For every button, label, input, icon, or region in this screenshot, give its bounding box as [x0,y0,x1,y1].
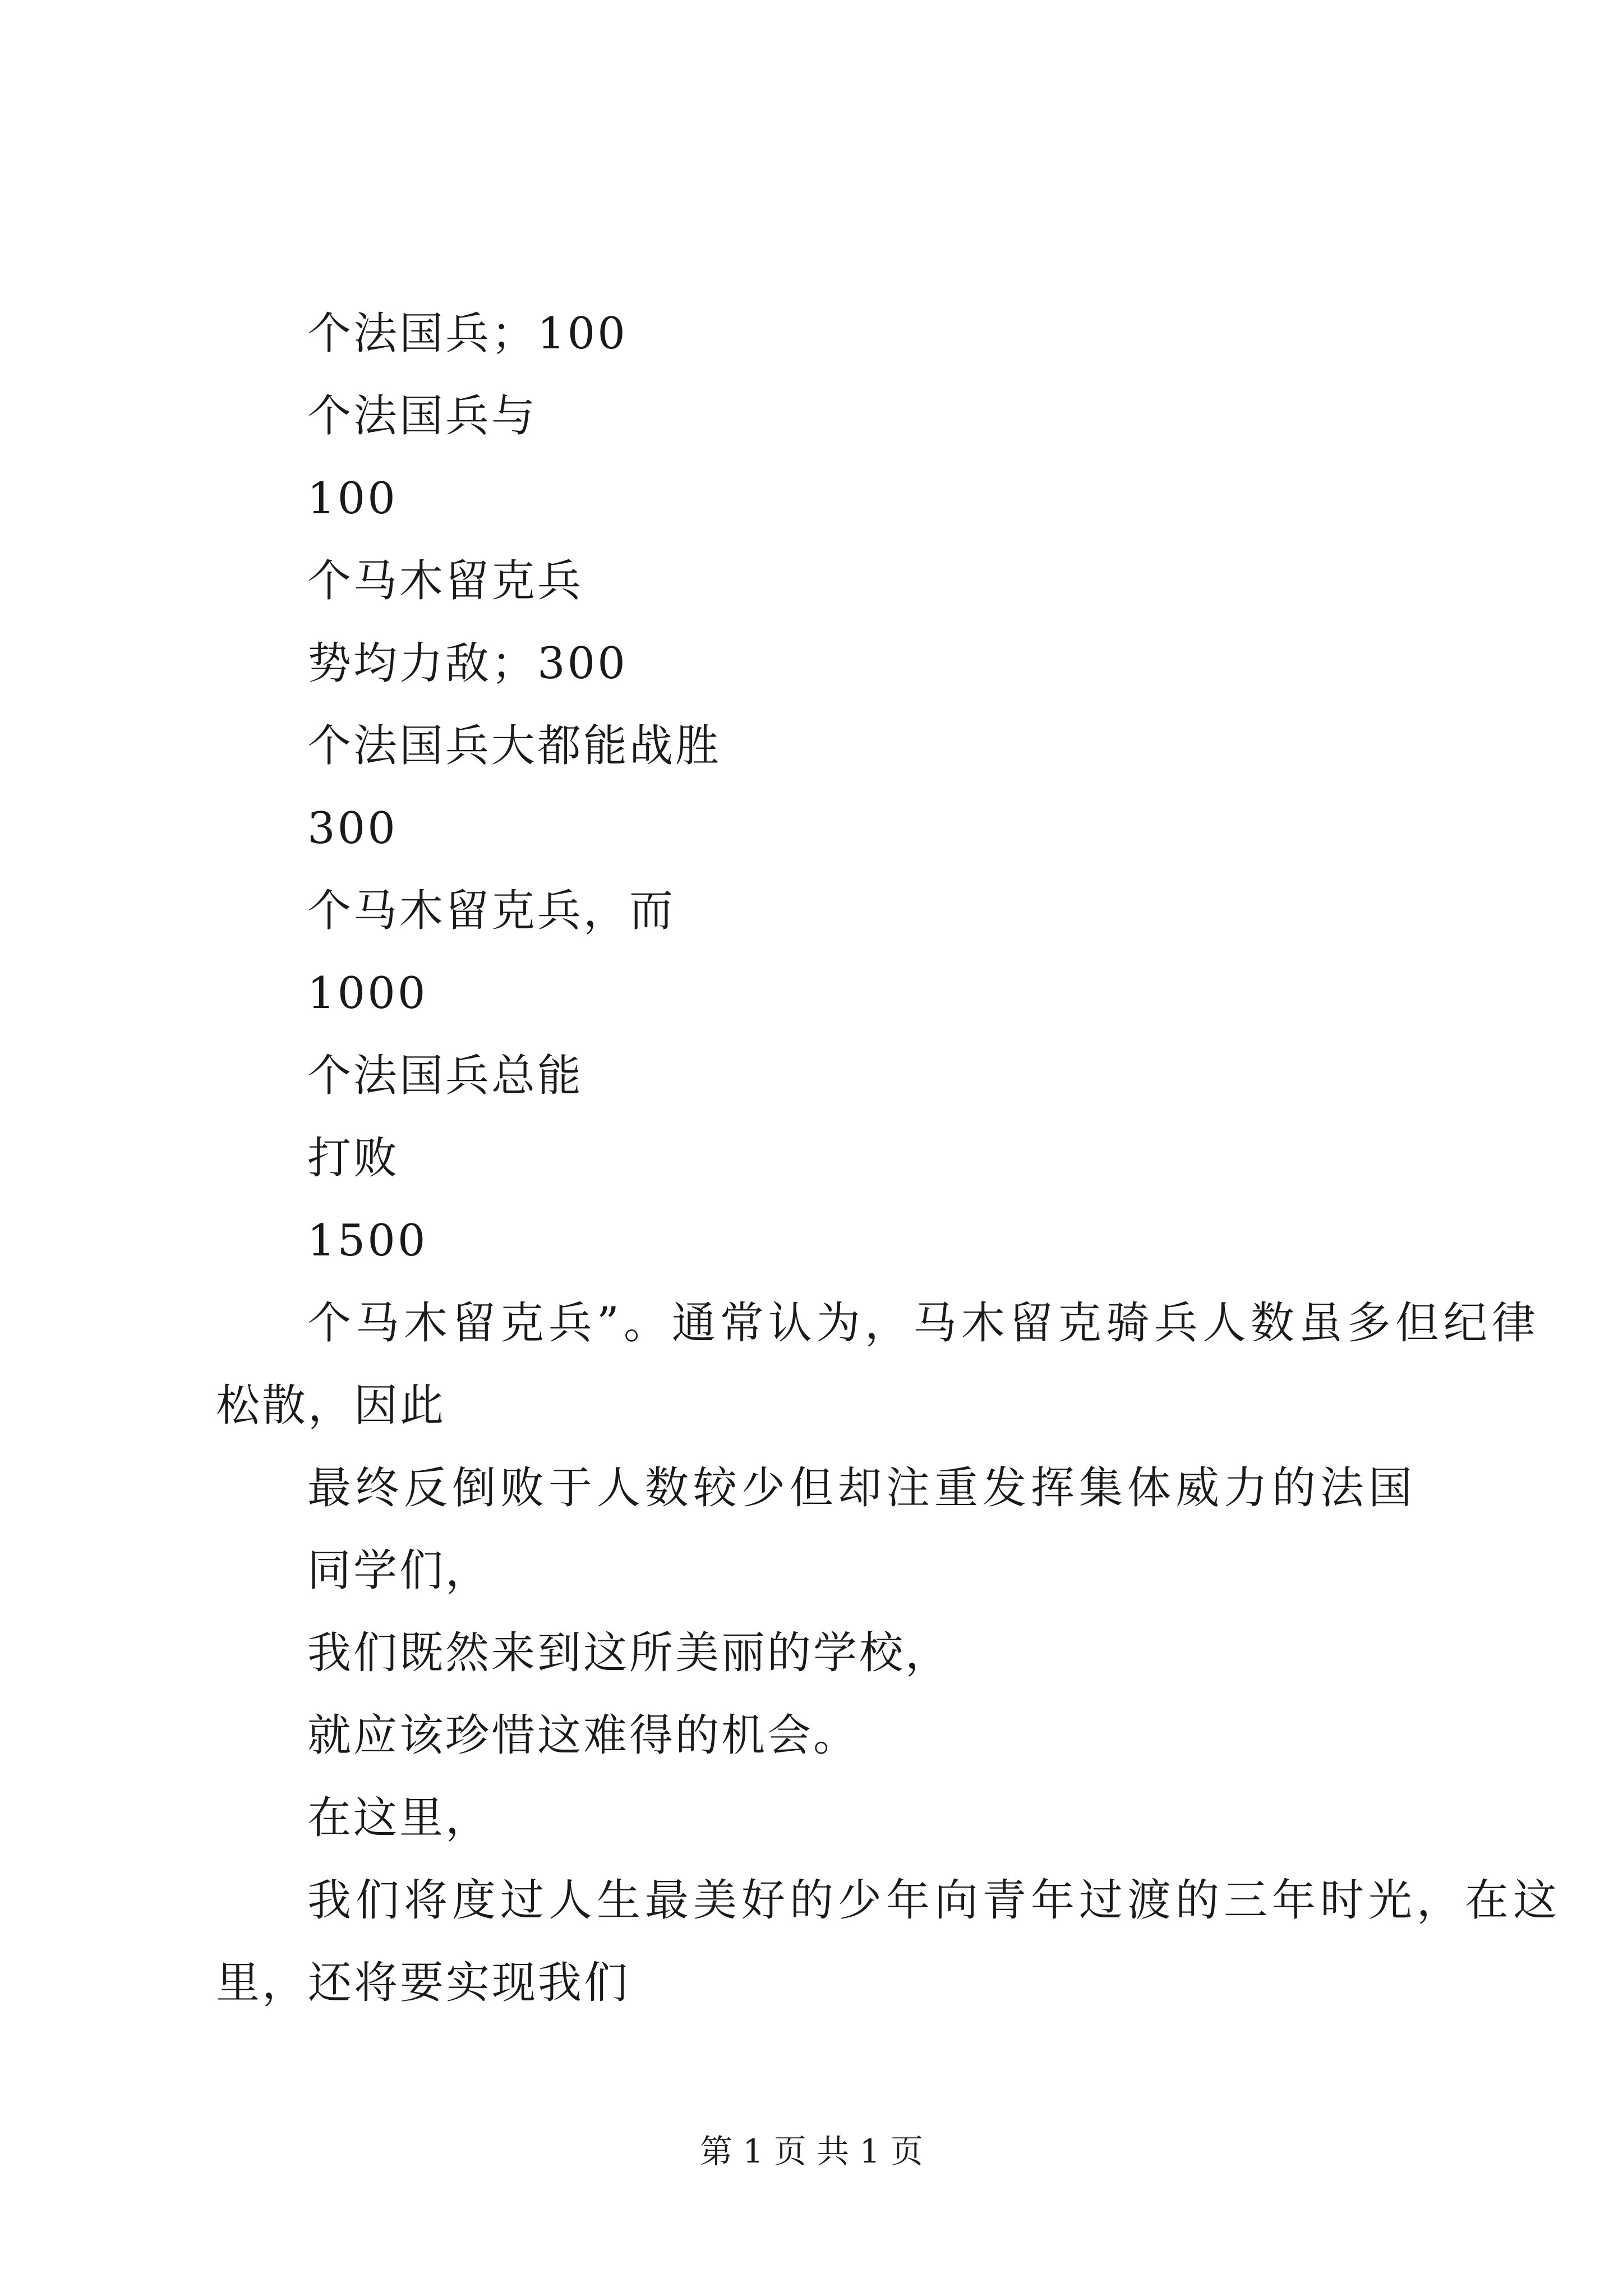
text-line: 打败 [307,1133,400,1184]
text-line: 个马木留克兵 [307,556,584,606]
text-line: 在这里， [307,1793,492,1843]
text-line: 100 [307,473,398,524]
text-line: 个法国兵大都能战胜 [307,721,722,771]
text-line: 1500 [307,1216,428,1266]
text-line: 就应该珍惜这难得的机会。 [307,1710,860,1761]
page-footer: 第 1 页 共 1 页 [700,2132,923,2170]
text-line: 松散，因此 [216,1381,446,1431]
text-line: 个法国兵；100 [307,309,628,359]
text-line: 我们既然来到这所美丽的学校， [307,1628,952,1678]
text-line: 个法国兵与 [307,391,538,441]
text-line: 里，还将要实现我们 [216,1958,630,2008]
text-line: 同学们， [307,1545,492,1596]
text-line: 1000 [307,968,428,1019]
text-line: 势均力敌；300 [307,638,628,689]
text-line: 个马木留克兵，而 [307,886,676,936]
text-line: 我们将度过人生最美好的少年向青年过渡的三年时光，在这 [307,1875,1562,1926]
text-line: 最终反倒败于人数较少但却注重发挥集体威力的法国 [307,1463,1417,1513]
text-line: 300 [307,803,398,854]
text-line: 个马木留克兵”。通常认为，马木留克骑兵人数虽多但纪律 [307,1298,1540,1349]
text-line: 个法国兵总能 [307,1051,584,1101]
